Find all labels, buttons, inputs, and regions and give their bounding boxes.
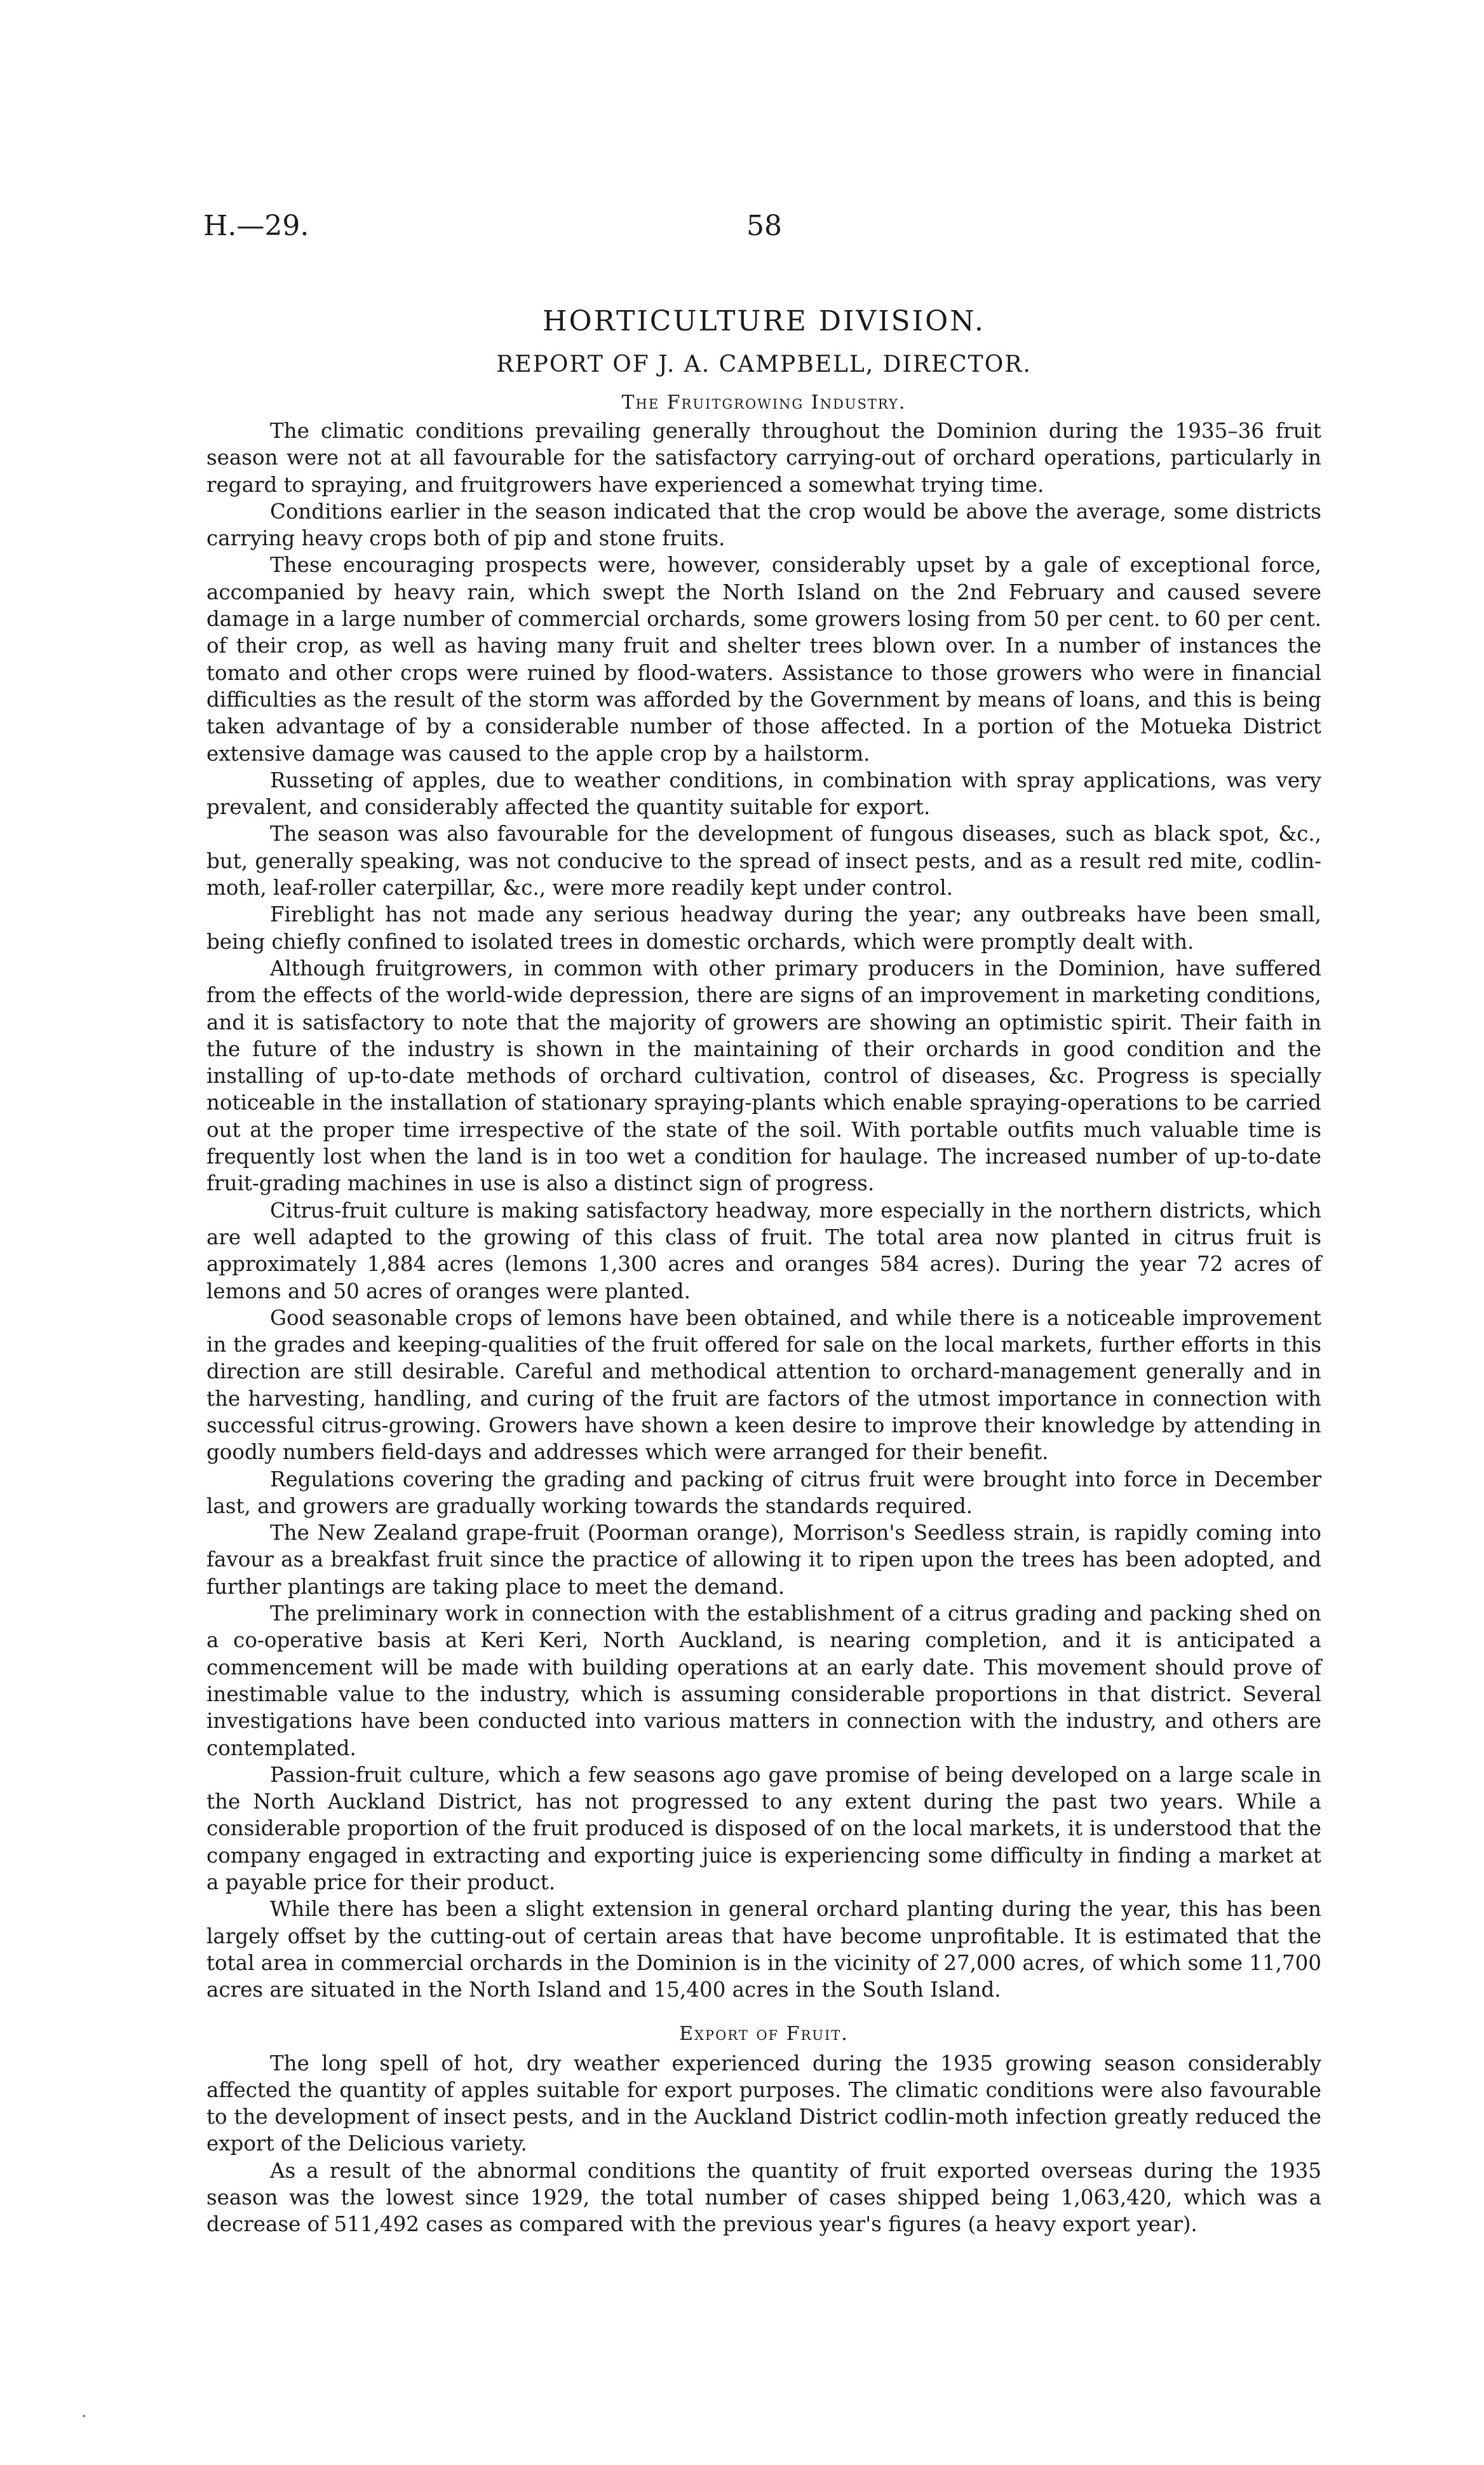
paragraph: Passion-fruit culture, which a few seasons ago gave promise of being developed on a large scale in the North Auckland District, has not progressed to any extent during the past two years. While a considerable proportion of the fruit produced is disposed of on the local markets, it is understood that the company engaged in extracting and exporting juice is experiencing some difficulty in finding a market at a payable price for their product. [206, 1762, 1321, 1895]
paragraph: The preliminary work in connection with the establishment of a citrus grading and packing shed on a co-operative basis at Keri Keri, North Auckland, is nearing completion, and it is anticipated a commencement will be made with building operations at an early date. This movement should prove of inestimable value to the industry, which is assuming considerable proportions in that district. Several investigations have been conducted into various matters in connection with the industry, and others are contemplated. [206, 1601, 1321, 1760]
paragraph: The climatic conditions prevailing generally throughout the Dominion during the 1935–36 fruit season were not at all favourable for the satisfactory carrying-out of orchard operations, particularly in regard to spraying, and fruitgrowers have experienced a somewhat trying time. [206, 419, 1321, 497]
paragraph: The season was also favourable for the development of fungous diseases, such as black spot, &c., but, generally speaking, was not conducive to the spread of insect pests, and as a result red mite, codlin-moth, leaf-roller caterpillar, &c., were more readily kept under control. [206, 822, 1321, 900]
paragraph: Although fruitgrowers, in common with other primary producers in the Dominion, have suffered from the effects of the world-wide depression, there are signs of an improvement in marketing conditions, and it is satisfactory to note that the majority of growers are showing an optimistic spirit. Their faith in the future of the industry is shown in the maintaining of their orchards in good condition and the installing of up-to-date methods of orchard cultivation, control of diseases, &c. Progress is specially noticeable in the installation of stationary spraying-plants which enable spraying-operations to be carried out at the proper time irrespective of the state of the soil. With portable outfits much valuable time is frequently lost when the land is in too wet a condition for haulage. The increased number of up-to-date fruit-grading machines in use is also a distinct sign of progress. [206, 956, 1321, 1196]
division-title: HORTICULTURE DIVISION. [543, 305, 985, 337]
running-header [203, 210, 1334, 248]
scan-speck [83, 2415, 85, 2417]
paragraph: Fireblight has not made any serious headway during the year; any outbreaks have been small, being chiefly confined to isolated trees in domestic orchards, which were promptly dealt with. [206, 902, 1321, 954]
paragraph: Regulations covering the grading and packing of citrus fruit were brought into force in December last, and growers are gradually working towards the standards required. [206, 1467, 1321, 1518]
page-number: 58 [746, 210, 782, 242]
paragraph: These encouraging prospects were, however, considerably upset by a gale of exceptional force, accompanied by heavy rain, which swept the North Island on the 2nd February and caused severe damage in a large number of commercial orchards, some growers losing from 50 per cent. to 60 per cent. of their crop, as well as having many fruit and shelter trees blown over. In a number of instances the tomato and other crops were ruined by flood-waters. Assistance to those growers who were in financial difficulties as the result of the storm was afforded by the Government by means of loans, and this is being taken advantage of by a considerable number of those affected. In a portion of the Motueka District extensive damage was caused to the apple crop by a hailstorm. [206, 553, 1321, 766]
report-body [206, 305, 1321, 2238]
section-export-of-fruit [206, 2023, 1321, 2238]
section-fruitgrowing-industry [206, 391, 1321, 2004]
section-heading: The Fruitgrowing Industry. [621, 391, 907, 414]
paragraph: As a result of the abnormal conditions the quantity of fruit exported overseas during the 1935 season was the lowest since 1929, the total number of cases shipped being 1,063,420, which was a decrease of 511,492 cases as compared with the previous year's figures (a heavy export year). [206, 2158, 1321, 2237]
paragraph: Citrus-fruit culture is making satisfactory headway, more especially in the northern districts, which are well adapted to the growing of this class of fruit. The total area now planted in citrus fruit is approximately 1,884 acres (lemons 1,300 acres and oranges 584 acres). During the year 72 acres of lemons and 50 acres of oranges were planted. [206, 1198, 1321, 1303]
paragraph: Conditions earlier in the season indicated that the crop would be above the average, some districts carrying heavy crops both of pip and stone fruits. [206, 499, 1321, 551]
paragraph: The New Zealand grape-fruit (Poorman orange), Morrison's Seedless strain, is rapidly coming into favour as a breakfast fruit since the practice of allowing it to ripen upon the trees has been adopted, and further plantings are taking place to meet the demand. [206, 1521, 1321, 1599]
paragraph: The long spell of hot, dry weather experienced during the 1935 growing season considerably affected the quantity of apples suitable for export purposes. The climatic conditions were also favourable to the development of insect pests, and in the Auckland District codlin-moth infection greatly reduced the export of the Delicious variety. [206, 2051, 1321, 2156]
section-heading: Export of Fruit. [679, 2022, 849, 2045]
paragraph: Russeting of apples, due to weather conditions, in combination with spray applications, was very prevalent, and considerably affected the quantity suitable for export. [206, 768, 1321, 820]
document-reference: H.—29. [203, 210, 309, 242]
report-subtitle: REPORT OF J. A. CAMPBELL, DIRECTOR. [496, 351, 1032, 377]
paragraph: Good seasonable crops of lemons have been obtained, and while there is a noticeable improvement in the grades and keeping-qualities of the fruit offered for sale on the local markets, further efforts in this direction are still desirable. Careful and methodical attention to orchard-management generally and in the harvesting, handling, and curing of the fruit are factors of the utmost importance in connection with successful citrus-growing. Growers have shown a keen desire to improve their knowledge by attending in goodly numbers field-days and addresses which were arranged for their benefit. [206, 1305, 1321, 1465]
paragraph: While there has been a slight extension in general orchard planting during the year, this has been largely offset by the cutting-out of certain areas that have become unprofitable. It is estimated that the total area in commercial orchards in the Dominion is in the vicinity of 27,000 acres, of which some 11,700 acres are situated in the North Island and 15,400 acres in the South Island. [206, 1897, 1321, 2002]
